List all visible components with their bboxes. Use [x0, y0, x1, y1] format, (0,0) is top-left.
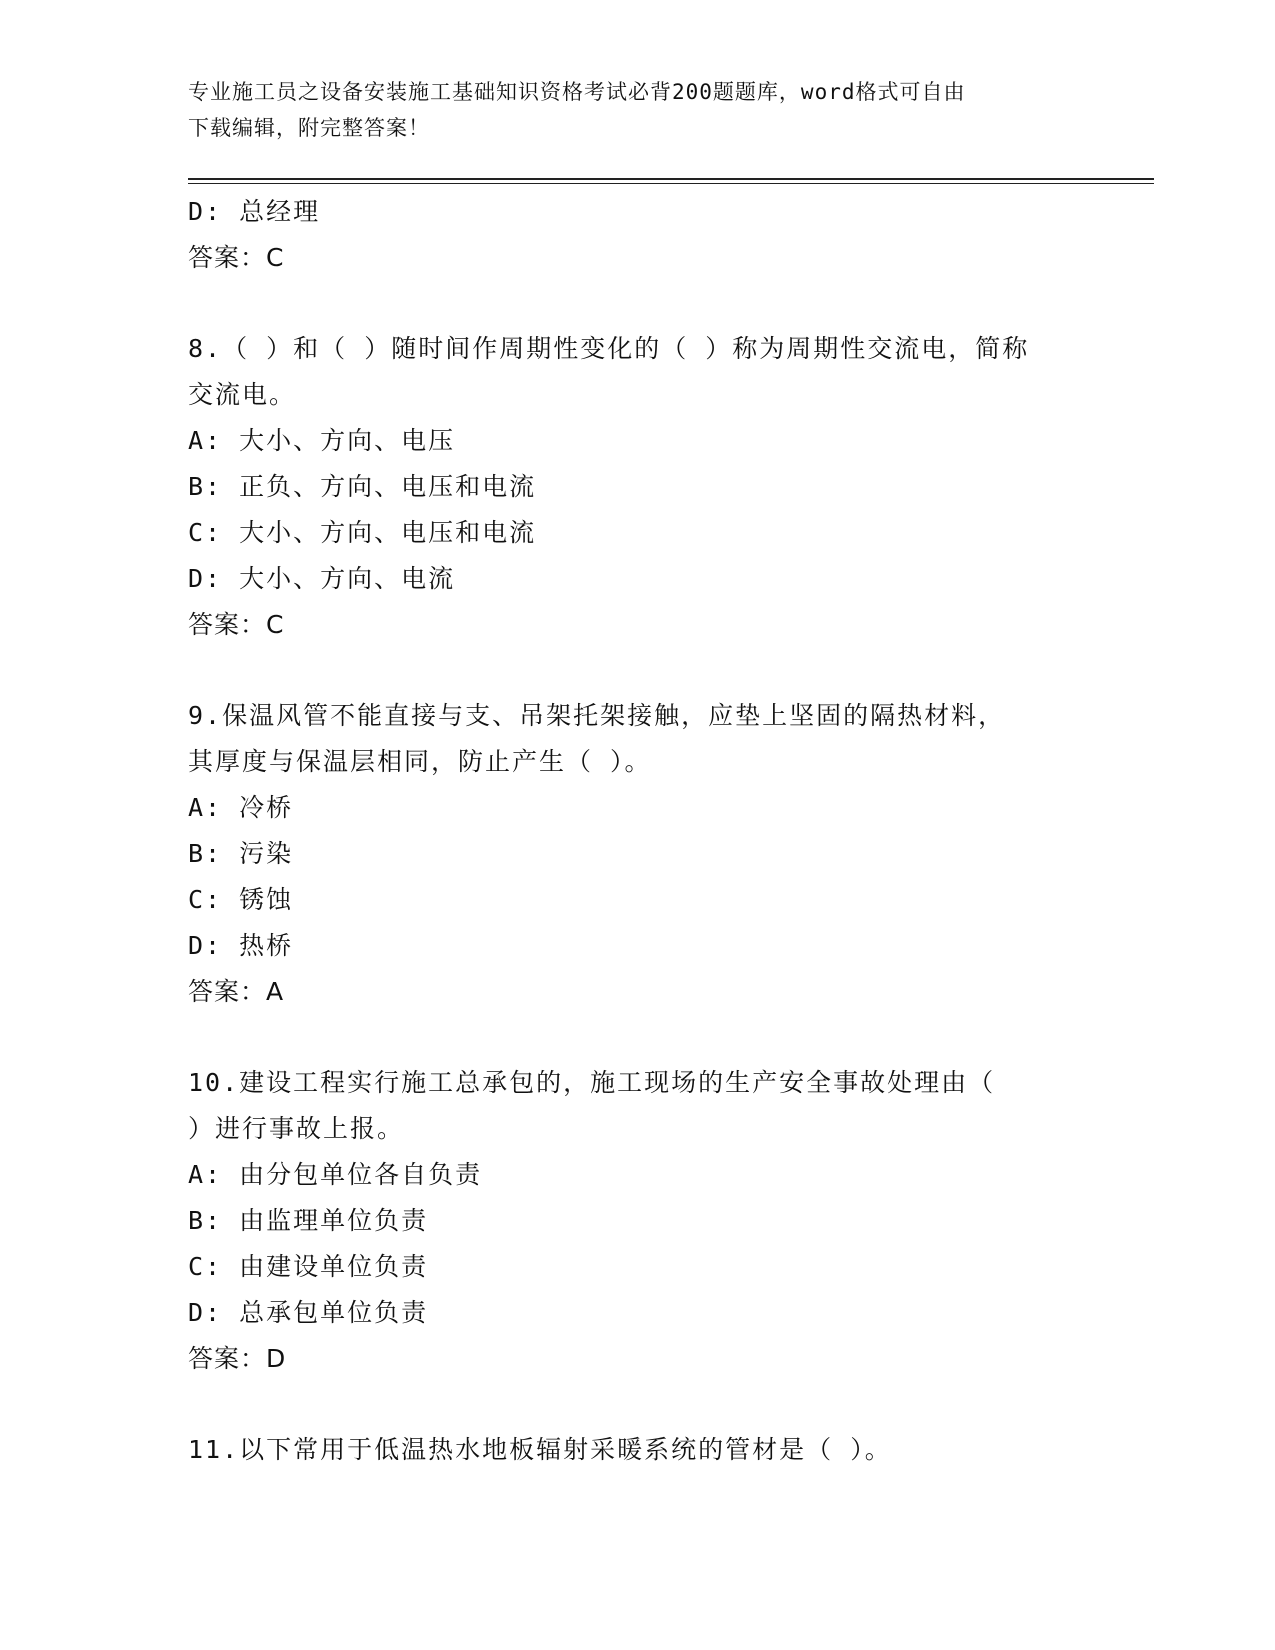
option-d: D: 总经理 [188, 197, 321, 226]
answer-line: 答案：C [188, 243, 285, 272]
header-line-2: 下载编辑，附完整答案！ [188, 116, 430, 140]
question-list [188, 189, 1088, 1473]
answer-line: 答案：C [188, 610, 285, 639]
question-9 [188, 693, 1088, 1015]
question-stem: 8.（ ）和（ ）随时间作周期性变化的（ ）称为周期性交流电，简称 [188, 334, 1030, 363]
question-7 [188, 189, 1088, 281]
option-a: A: 大小、方向、电压 [188, 426, 456, 455]
question-stem-continued: ）进行事故上报。 [188, 1114, 405, 1143]
question-11 [188, 1427, 1088, 1473]
header-divider-thin [188, 183, 1154, 184]
option-d: D: 总承包单位负责 [188, 1298, 429, 1327]
option-b: B: 由监理单位负责 [188, 1206, 429, 1235]
option-a: A: 冷桥 [188, 793, 294, 822]
spacer [188, 281, 1088, 326]
spacer [188, 1015, 1088, 1060]
question-8 [188, 326, 1088, 648]
option-b: B: 污染 [188, 839, 294, 868]
option-c: C: 由建设单位负责 [188, 1252, 429, 1281]
question-stem: 11.以下常用于低温热水地板辐射采暖系统的管材是（ ）。 [188, 1435, 892, 1464]
question-stem: 9.保温风管不能直接与支、吊架托架接触，应垫上坚固的隔热材料， [188, 701, 1006, 730]
question-stem-continued: 交流电。 [188, 380, 297, 409]
spacer [188, 1382, 1088, 1427]
header-divider-thick [188, 178, 1154, 180]
spacer [188, 648, 1088, 693]
document-header [188, 74, 1068, 146]
answer-line: 答案：A [188, 977, 285, 1006]
question-stem-continued: 其厚度与保温层相同，防止产生（ ）。 [188, 747, 652, 776]
option-c: C: 大小、方向、电压和电流 [188, 518, 537, 547]
option-c: C: 锈蚀 [188, 885, 294, 914]
option-d: D: 大小、方向、电流 [188, 564, 456, 593]
answer-line: 答案：D [188, 1344, 287, 1373]
option-d: D: 热桥 [188, 931, 294, 960]
question-10 [188, 1060, 1088, 1382]
question-stem: 10.建设工程实行施工总承包的，施工现场的生产安全事故处理由（ [188, 1068, 996, 1097]
option-a: A: 由分包单位各自负责 [188, 1160, 483, 1189]
option-b: B: 正负、方向、电压和电流 [188, 472, 537, 501]
header-line-1: 专业施工员之设备安装施工基础知识资格考试必背200题题库，word格式可自由 [188, 80, 966, 104]
